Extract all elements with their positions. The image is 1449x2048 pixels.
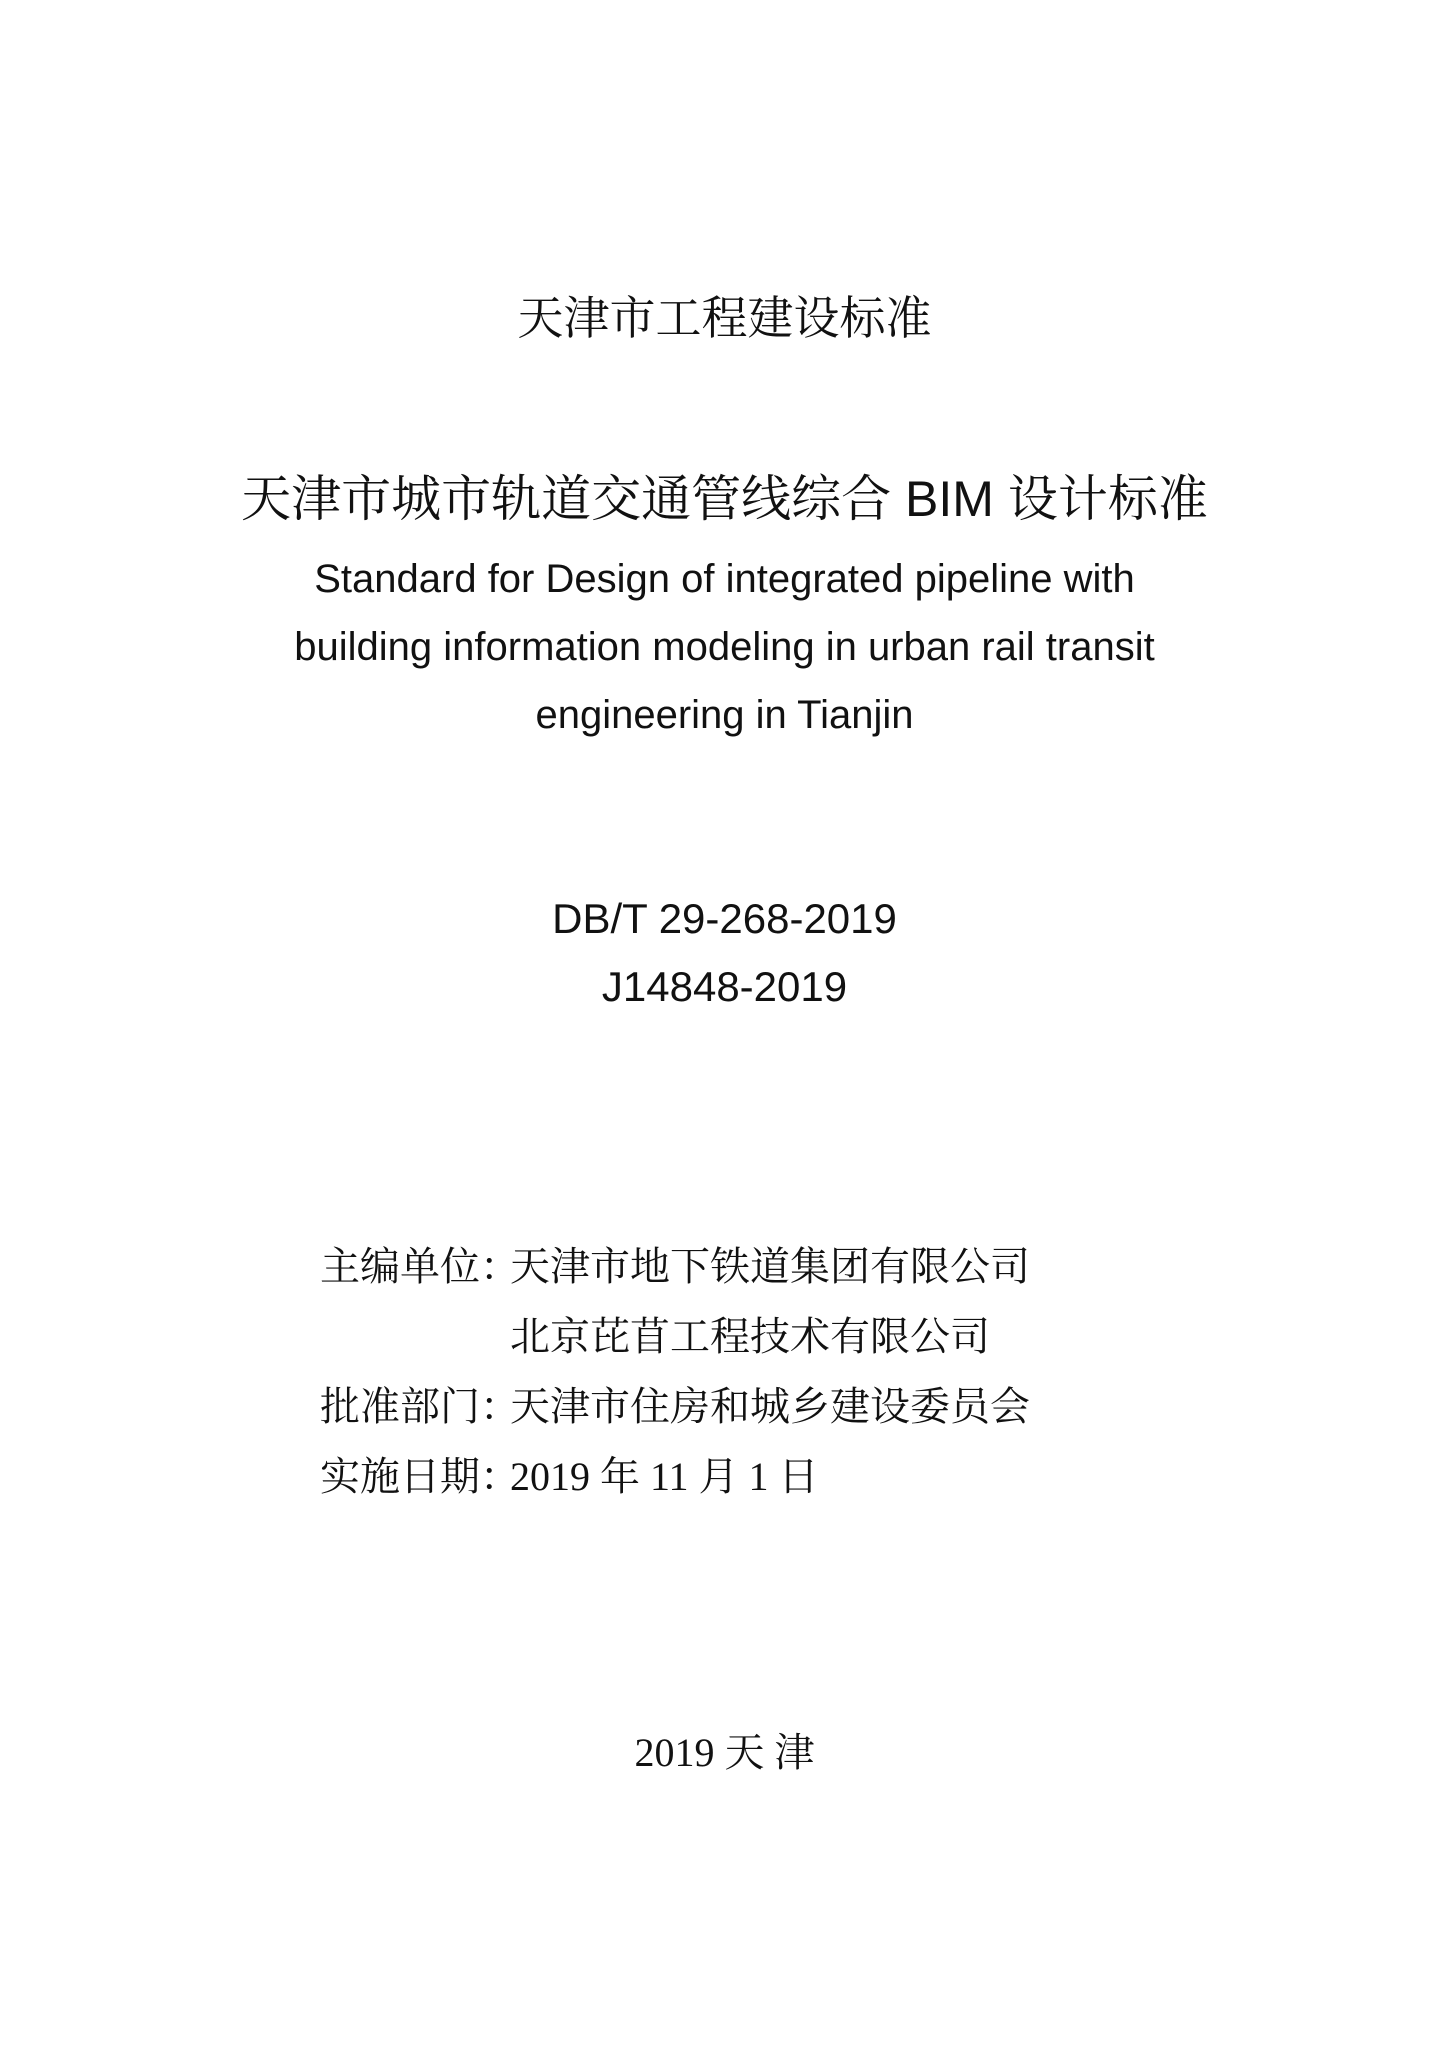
effective-date: 2019 年 11 月 1 日 xyxy=(510,1454,819,1499)
editor-unit-1: 天津市地下铁道集团有限公司 xyxy=(510,1244,1030,1289)
publication-info xyxy=(320,1232,1030,1512)
series-title: 天津市工程建设标准 xyxy=(517,292,932,344)
editor-label-spacer xyxy=(320,1302,510,1372)
approval-row xyxy=(320,1372,1030,1442)
footer-year: 2019 xyxy=(634,1730,715,1775)
date-label: 实施日期： xyxy=(320,1454,520,1499)
standard-number: DB/T 29-268-2019 xyxy=(552,895,897,942)
english-title-line-3: engineering in Tianjin xyxy=(535,693,914,737)
english-title-line-1: Standard for Design of integrated pipeline with xyxy=(314,557,1135,601)
date-row xyxy=(320,1442,1030,1512)
english-title-line-2: building information modeling in urban rail transit xyxy=(294,625,1155,669)
record-number: J14848-2019 xyxy=(601,963,848,1010)
english-title xyxy=(0,545,1449,749)
editor-row xyxy=(320,1232,1030,1302)
editor-label: 主编单位： xyxy=(320,1244,520,1289)
editor-row-2 xyxy=(320,1302,1030,1372)
approval-department: 天津市住房和城乡建设委员会 xyxy=(510,1384,1030,1429)
approval-label: 批准部门： xyxy=(320,1384,520,1429)
chinese-title: 天津市城市轨道交通管线综合 BIM 设计标准 xyxy=(241,471,1208,527)
footer xyxy=(0,1723,1449,1783)
standard-codes xyxy=(0,885,1449,1021)
editor-unit-2: 北京芘苜工程技术有限公司 xyxy=(510,1314,990,1359)
footer-city: 天 津 xyxy=(724,1730,815,1775)
